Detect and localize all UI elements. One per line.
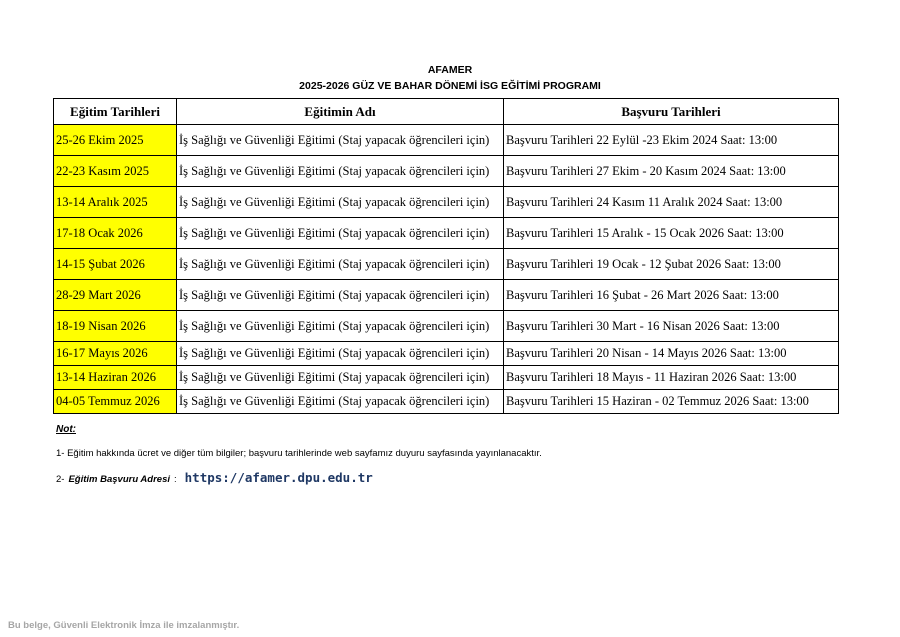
training-date-cell: 04-05 Temmuz 2026 xyxy=(54,390,177,414)
table-row xyxy=(54,156,839,187)
column-header-basvuru-tarihleri: Başvuru Tarihleri xyxy=(504,99,839,125)
training-date-cell: 13-14 Haziran 2026 xyxy=(54,366,177,390)
training-date-cell: 17-18 Ocak 2026 xyxy=(54,218,177,249)
training-name-cell: İş Sağlığı ve Güvenliği Eğitimi (Staj yapacak öğrencileri için) xyxy=(177,156,504,187)
note-line-1: 1- Eğitim hakkında ücret ve diğer tüm bilgiler; başvuru tarihlerinde web sayfamız duyuru sayfasında yayınlanacaktır. xyxy=(56,448,542,459)
column-header-egitim-tarihleri: Eğitim Tarihleri xyxy=(54,99,177,125)
training-date-cell: 16-17 Mayıs 2026 xyxy=(54,342,177,366)
training-date-cell: 14-15 Şubat 2026 xyxy=(54,249,177,280)
training-name-cell: İş Sağlığı ve Güvenliği Eğitimi (Staj yapacak öğrencileri için) xyxy=(177,366,504,390)
training-name-cell: İş Sağlığı ve Güvenliği Eğitimi (Staj yapacak öğrencileri için) xyxy=(177,125,504,156)
column-header-egitimin-adi: Eğitimin Adı xyxy=(177,99,504,125)
note-line-2-prefix: 2- xyxy=(56,474,65,485)
table-header-row xyxy=(54,99,839,125)
table-row xyxy=(54,280,839,311)
training-date-cell: 28-29 Mart 2026 xyxy=(54,280,177,311)
training-name-cell: İş Sağlığı ve Güvenliği Eğitimi (Staj yapacak öğrencileri için) xyxy=(177,342,504,366)
program-title: 2025-2026 GÜZ VE BAHAR DÖNEMİ İSG EĞİTİMİ PROGRAMI xyxy=(299,80,601,92)
application-dates-cell: Başvuru Tarihleri 20 Nisan - 14 Mayıs 2026 Saat: 13:00 xyxy=(504,342,839,366)
training-name-cell: İş Sağlığı ve Güvenliği Eğitimi (Staj yapacak öğrencileri için) xyxy=(177,280,504,311)
application-dates-cell: Başvuru Tarihleri 18 Mayıs - 11 Haziran 2026 Saat: 13:00 xyxy=(504,366,839,390)
table-row xyxy=(54,390,839,414)
application-dates-cell: Başvuru Tarihleri 16 Şubat - 26 Mart 2026 Saat: 13:00 xyxy=(504,280,839,311)
application-address-label: Eğitim Başvuru Adresi xyxy=(68,474,170,485)
training-name-cell: İş Sağlığı ve Güvenliği Eğitimi (Staj yapacak öğrencileri için) xyxy=(177,311,504,342)
program-table xyxy=(53,98,839,414)
training-date-cell: 22-23 Kasım 2025 xyxy=(54,156,177,187)
e-signature-footer: Bu belge, Güvenli Elektronik İmza ile imzalanmıştır. xyxy=(8,620,240,631)
application-dates-cell: Başvuru Tarihleri 30 Mart - 16 Nisan 2026 Saat: 13:00 xyxy=(504,311,839,342)
training-name-cell: İş Sağlığı ve Güvenliği Eğitimi (Staj yapacak öğrencileri için) xyxy=(177,390,504,414)
table-row xyxy=(54,249,839,280)
training-name-cell: İş Sağlığı ve Güvenliği Eğitimi (Staj yapacak öğrencileri için) xyxy=(177,218,504,249)
training-name-cell: İş Sağlığı ve Güvenliği Eğitimi (Staj yapacak öğrencileri için) xyxy=(177,249,504,280)
table-row xyxy=(54,218,839,249)
training-date-cell: 13-14 Aralık 2025 xyxy=(54,187,177,218)
note-line-2 xyxy=(56,470,373,485)
training-date-cell: 25-26 Ekim 2025 xyxy=(54,125,177,156)
application-dates-cell: Başvuru Tarihleri 15 Haziran - 02 Temmuz 2026 Saat: 13:00 xyxy=(504,390,839,414)
application-dates-cell: Başvuru Tarihleri 27 Ekim - 20 Kasım 2024 Saat: 13:00 xyxy=(504,156,839,187)
application-dates-cell: Başvuru Tarihleri 22 Eylül -23 Ekim 2024 Saat: 13:00 xyxy=(504,125,839,156)
table-row xyxy=(54,311,839,342)
table-row xyxy=(54,187,839,218)
training-date-cell: 18-19 Nisan 2026 xyxy=(54,311,177,342)
org-title: AFAMER xyxy=(427,64,473,76)
application-dates-cell: Başvuru Tarihleri 19 Ocak - 12 Şubat 2026 Saat: 13:00 xyxy=(504,249,839,280)
application-dates-cell: Başvuru Tarihleri 24 Kasım 11 Aralık 2024 Saat: 13:00 xyxy=(504,187,839,218)
note-label: Not: xyxy=(56,424,76,435)
note-line-2-colon: : xyxy=(174,474,177,485)
table-row xyxy=(54,125,839,156)
table-row xyxy=(54,366,839,390)
table-row xyxy=(54,342,839,366)
application-dates-cell: Başvuru Tarihleri 15 Aralık - 15 Ocak 2026 Saat: 13:00 xyxy=(504,218,839,249)
application-url-link[interactable]: https://afamer.dpu.edu.tr xyxy=(184,470,373,485)
training-name-cell: İş Sağlığı ve Güvenliği Eğitimi (Staj yapacak öğrencileri için) xyxy=(177,187,504,218)
